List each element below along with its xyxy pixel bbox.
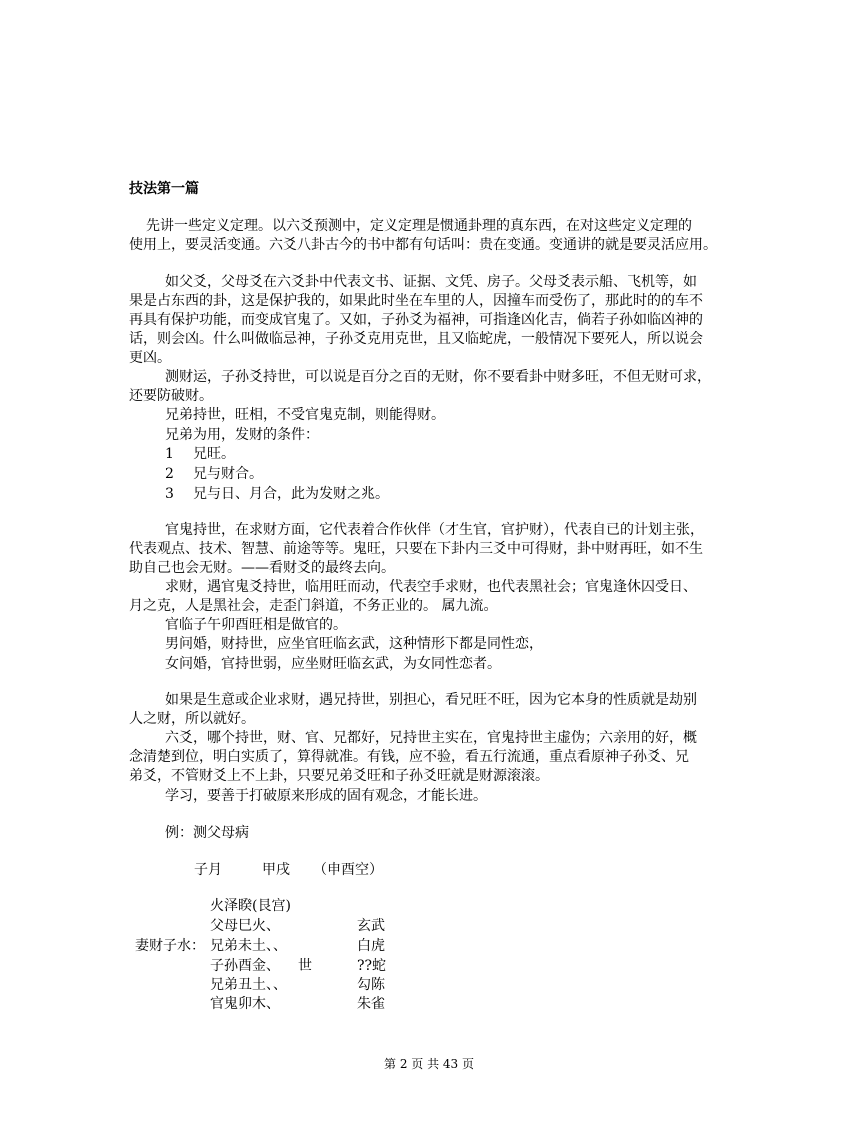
- fushen-label: 妻财子水：: [135, 938, 205, 954]
- paragraph-line: 代表观点、技术、智慧、前途等等。鬼旺，只要在下卦内三爻中可得财，卦中财再旺，如不生: [129, 541, 703, 557]
- list-item: [165, 465, 263, 483]
- paragraph-line: 测财运，子孙爻持世，可以说是百分之百的无财，你不要看卦中财多旺，不但无财可求，: [165, 369, 711, 385]
- yao-line: 子孙酉金、: [210, 958, 280, 974]
- paragraph-line: 助自己也会无财。——看财爻的最终去向。: [129, 560, 395, 576]
- paragraph-line: 女问婚，官持世弱，应坐财旺临玄武，为女同性恋者。: [165, 656, 501, 672]
- paragraph-line: 更凶。: [129, 350, 171, 366]
- list-item: [165, 485, 389, 503]
- list-item: [165, 445, 235, 463]
- six-god: 白虎: [357, 938, 385, 954]
- list-number: 2: [165, 466, 174, 482]
- paragraph-line: 念清楚到位，明白实质了，算得就准。有钱，应不验，看五行流通，重点看原神子孙爻、兄: [129, 749, 689, 765]
- paragraph-line: 兄弟为用，发财的条件：: [165, 427, 319, 443]
- date-day: 甲戌: [262, 862, 290, 878]
- paragraph-line: 人之财，所以就好。: [129, 711, 255, 727]
- section-title: 技法第一篇: [129, 181, 199, 197]
- six-god: 朱雀: [357, 996, 385, 1012]
- date-month: 子月: [194, 862, 222, 878]
- paragraph-line: 还要防破财。: [129, 388, 213, 404]
- paragraph-line: 如果是生意或企业求财，遇兄持世，别担心，看兄旺不旺，因为它本身的性质就是劫别: [165, 692, 697, 708]
- paragraph-line: 男问婚，财持世，应坐官旺临玄武，这种情形下都是同性恋，: [165, 636, 543, 652]
- six-god: 玄武: [357, 918, 385, 934]
- list-number: 3: [165, 486, 174, 502]
- paragraph-line: 求财，遇官鬼爻持世，临用旺而动，代表空手求财，也代表黑社会；官鬼逢休囚受日、: [165, 579, 697, 595]
- six-god: 勾陈: [357, 977, 385, 993]
- paragraph-line: 再具有保护功能，而变成官鬼了。又如，子孙爻为福神，可指逢凶化吉，倘若子孙如临凶神的: [129, 312, 703, 328]
- shi-marker: 世: [298, 958, 312, 974]
- example-heading: 例：测父母病: [165, 825, 249, 841]
- list-text: 兄旺。: [193, 446, 235, 462]
- paragraph-line: 兄弟持世，旺相，不受官鬼克制，则能得财。: [165, 407, 445, 423]
- paragraph-line: 官临子午卯酉旺相是做官的。: [165, 617, 347, 633]
- paragraph-line: 官鬼持世，在求财方面，它代表着合作伙伴（才生官，官护财），代表自已的计划主张，: [165, 522, 704, 538]
- yao-line: 官鬼卯木、: [210, 996, 280, 1012]
- paragraph-line: 六爻，哪个持世，财、官、兄都好，兄持世主实在，官鬼持世主虚伪；六亲用的好，概: [165, 730, 697, 746]
- yao-line: 兄弟未土、、: [210, 938, 287, 954]
- paragraph-line: 学习，要善于打破原来形成的固有观念，才能长进。: [165, 788, 487, 804]
- list-text: 兄与日、月合，此为发财之兆。: [193, 486, 389, 502]
- paragraph-line: 使用上，要灵活变通。六爻八卦古今的书中都有句话叫：贵在变通。变通讲的就是要灵活应用。: [129, 237, 717, 253]
- paragraph-line: 先讲一些定义定理。以六爻预测中，定义定理是惯通卦理的真东西，在对这些定义定理的: [146, 218, 692, 234]
- paragraph-line: 弟爻，不管财爻上不上卦，只要兄弟爻旺和子孙爻旺就是财源滚滚。: [129, 768, 549, 784]
- paragraph-line: 果是占东西的卦，这是保护我的，如果此时坐在车里的人，因撞车而受伤了，那此时的的车不: [129, 293, 703, 309]
- yao-line: 父母巳火、: [210, 918, 280, 934]
- page-footer: 第 2 页 共 43 页: [384, 1057, 474, 1071]
- paragraph-line: 月之克，人是黑社会，走歪门斜道，不务正业的。 属九流。: [129, 598, 498, 614]
- six-god: ??蛇: [357, 958, 387, 974]
- date-void: （申酉空）: [313, 862, 383, 878]
- list-text: 兄与财合。: [193, 466, 263, 482]
- paragraph-line: 话，则会凶。什么叫做临忌神，子孙爻克用克世，且又临蛇虎，一般情况下要死人，所以说会: [129, 331, 703, 347]
- paragraph-line: 如父爻，父母爻在六爻卦中代表文书、证据、文凭、房子。父母爻表示船、飞机等，如: [165, 274, 697, 290]
- list-number: 1: [165, 446, 174, 462]
- yao-line: 兄弟丑土、、: [210, 977, 287, 993]
- hexagram-name: 火泽睽(艮宫): [210, 898, 291, 914]
